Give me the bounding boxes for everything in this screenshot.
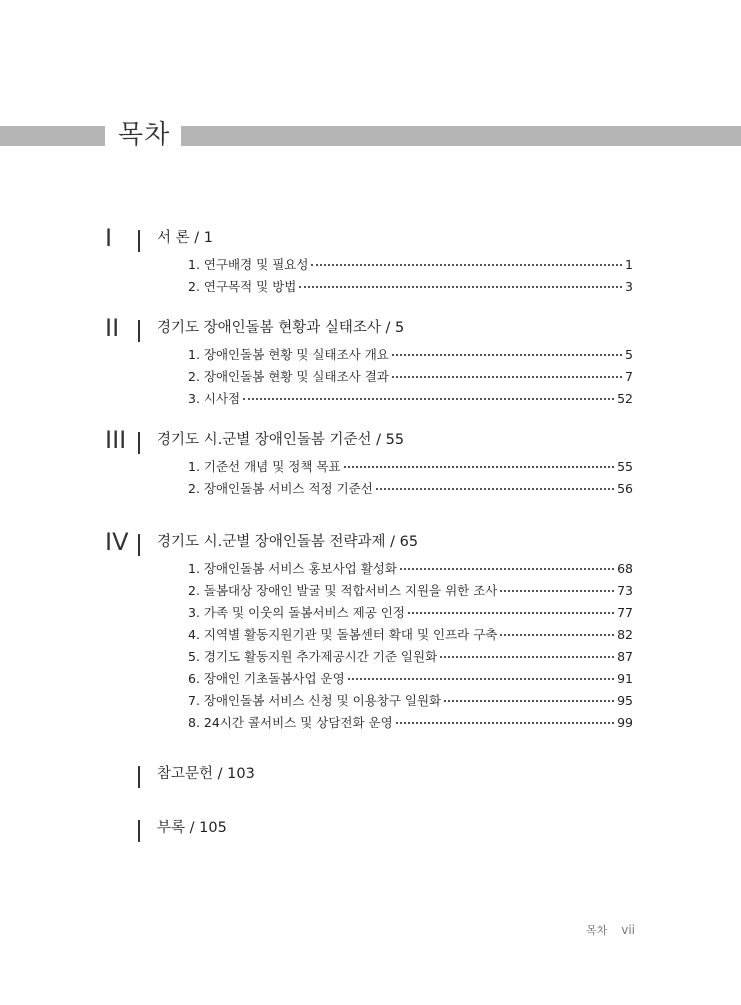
chapter-title: 경기도 시.군별 장애인돌봄 기준선 / 55: [157, 432, 405, 448]
chapter-item-list: [188, 558, 633, 734]
dot-leader: [376, 476, 614, 490]
chapter-separator: [138, 230, 140, 252]
toc-entry[interactable]: [188, 456, 633, 478]
chapter-numeral: I: [105, 224, 113, 252]
toc-entry-page: 77: [617, 605, 633, 620]
toc-entry-page: 91: [617, 671, 633, 686]
toc-entry-label: 2. 장애인돌봄 현황 및 실태조사 결과: [188, 369, 389, 384]
toc-entry-page: 7: [625, 369, 633, 384]
toc-entry-label: 5. 경기도 활동지원 추가제공시간 기준 일원화: [188, 649, 438, 664]
toc-entry[interactable]: [188, 602, 633, 624]
toc-entry-page: 55: [617, 459, 633, 474]
toc-entry[interactable]: [188, 646, 633, 668]
dot-leader: [408, 600, 614, 614]
title-bar-right-stripe: [181, 126, 741, 146]
toc-entry-page: 87: [617, 649, 633, 664]
footer-page-number: vii: [621, 923, 635, 937]
toc-entry-label: 4. 지역별 활동지원기관 및 돌봄센터 확대 및 인프라 구축: [188, 627, 498, 642]
toc-entry[interactable]: [188, 276, 633, 298]
toc-entry[interactable]: [188, 580, 633, 602]
dot-leader: [392, 342, 622, 356]
toc-entry-label: 7. 장애인돌봄 서비스 신청 및 이용창구 일원화: [188, 693, 442, 708]
toc-entry-page: 95: [617, 693, 633, 708]
toc-entry-label: 6. 장애인 기초돌봄사업 운영: [188, 671, 345, 686]
dot-leader: [444, 688, 614, 702]
page-footer: [586, 922, 635, 938]
footer-label: 목차: [585, 924, 608, 937]
chapter-title: 참고문헌 / 103: [157, 766, 255, 782]
dot-leader: [299, 274, 622, 288]
toc-entry[interactable]: [188, 478, 633, 500]
toc-entry-label: 8. 24시간 콜서비스 및 상담전화 운영: [188, 715, 393, 730]
toc-entry[interactable]: [188, 624, 633, 646]
toc-entry[interactable]: [188, 668, 633, 690]
toc-entry-page: 5: [625, 347, 633, 362]
title-bar: [0, 120, 741, 150]
dot-leader: [500, 622, 614, 636]
toc-entry[interactable]: [188, 254, 633, 276]
toc-entry-label: 1. 연구배경 및 필요성: [188, 257, 309, 272]
chapter-separator: [138, 766, 140, 788]
toc-entry-page: 3: [625, 279, 633, 294]
toc-entry[interactable]: [188, 366, 633, 388]
toc-entry[interactable]: [188, 690, 633, 712]
dot-leader: [311, 252, 622, 266]
toc-entry[interactable]: [188, 388, 633, 410]
chapter-item-list: [188, 456, 633, 500]
toc-entry-label: 1. 장애인돌봄 현황 및 실태조사 개요: [188, 347, 389, 362]
page-title: 목차: [118, 120, 171, 150]
dot-leader: [392, 364, 622, 378]
toc-entry[interactable]: [188, 344, 633, 366]
chapter-item-list: [188, 344, 633, 410]
chapter-numeral: III: [105, 426, 127, 454]
toc-entry[interactable]: [188, 712, 633, 734]
toc-entry-page: 1: [625, 257, 633, 272]
toc-entry-label: 1. 기준선 개념 및 정책 목표: [188, 459, 341, 474]
toc-entry-label: 1. 장애인돌봄 서비스 홍보사업 활성화: [188, 561, 397, 576]
dot-leader: [500, 578, 614, 592]
toc-entry-page: 99: [617, 715, 633, 730]
toc-entry-page: 56: [617, 481, 633, 496]
chapter-separator: [138, 820, 140, 842]
chapter-item-list: [188, 254, 633, 298]
toc-entry-page: 52: [617, 391, 633, 406]
toc-entry-page: 82: [617, 627, 633, 642]
dot-leader: [440, 644, 614, 658]
dot-leader: [348, 666, 614, 680]
toc-entry-page: 73: [617, 583, 633, 598]
chapter-separator: [138, 432, 140, 454]
chapter-separator: [138, 320, 140, 342]
chapter-title: 경기도 장애인돌봄 현황과 실태조사 / 5: [157, 320, 405, 336]
toc-entry-label: 2. 장애인돌봄 서비스 적정 기준선: [188, 481, 373, 496]
chapter-numeral: IV: [105, 528, 129, 556]
chapter-title: 경기도 시.군별 장애인돌봄 전략과제 / 65: [157, 534, 419, 550]
dot-leader: [344, 454, 615, 468]
toc-entry[interactable]: [188, 558, 633, 580]
title-bar-left-stripe: [0, 126, 105, 146]
chapter-numeral: II: [105, 314, 120, 342]
chapter-title: 부록 / 105: [157, 820, 227, 836]
toc-entry-label: 3. 시사점: [188, 391, 241, 406]
toc-entry-page: 68: [617, 561, 633, 576]
dot-leader: [400, 556, 614, 570]
toc-entry-label: 2. 돌봄대상 장애인 발굴 및 적합서비스 지원을 위한 조사: [188, 583, 498, 598]
toc-entry-label: 2. 연구목적 및 방법: [188, 279, 297, 294]
chapter-separator: [138, 534, 140, 556]
toc-entry-label: 3. 가족 및 이웃의 돌봄서비스 제공 인정: [188, 605, 405, 620]
dot-leader: [243, 386, 614, 400]
chapter-title: 서 론 / 1: [157, 230, 213, 246]
dot-leader: [396, 710, 614, 724]
